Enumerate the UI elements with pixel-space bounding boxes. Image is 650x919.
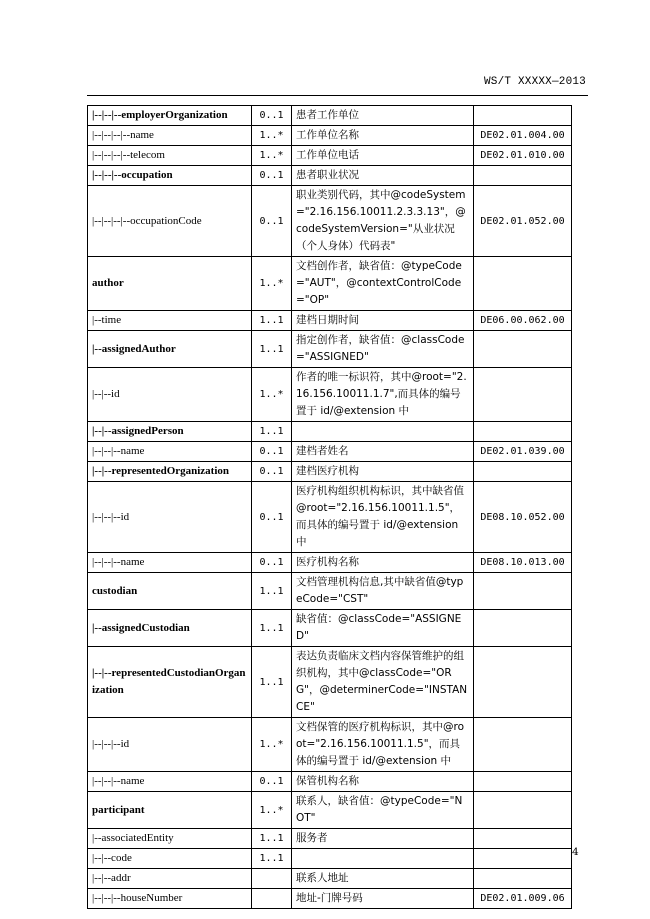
cardinality-cell: 1..*: [252, 146, 292, 166]
data-element-code-cell: [474, 718, 572, 772]
description-cell: 患者职业状况: [292, 166, 474, 186]
description-cell: 文档创作者，缺省值：@typeCode="AUT"，@contextControlCode="OP": [292, 257, 474, 311]
element-name-cell: author: [88, 257, 252, 311]
description-cell: 作者的唯一标识符，其中@root="2.16.156.10011.1.7",而具体的编号置于 id/@extension 中: [292, 368, 474, 422]
element-name-cell: |--|--|--|--name: [88, 126, 252, 146]
data-element-code-cell: [474, 829, 572, 849]
cardinality-cell: [252, 889, 292, 909]
cardinality-cell: 0..1: [252, 462, 292, 482]
table-row: [88, 889, 572, 909]
cardinality-cell: 1..1: [252, 311, 292, 331]
table-row: [88, 772, 572, 792]
table-row: [88, 792, 572, 829]
table-row: [88, 647, 572, 718]
table-row: [88, 610, 572, 647]
element-name-cell: |--|--representedCustodianOrganization: [88, 647, 252, 718]
cardinality-cell: 0..1: [252, 186, 292, 257]
table-row: [88, 166, 572, 186]
cardinality-cell: 1..1: [252, 849, 292, 869]
data-element-code-cell: DE02.01.009.06: [474, 889, 572, 909]
data-element-code-cell: [474, 331, 572, 368]
description-cell: 文档保管的医疗机构标识，其中@root="2.16.156.10011.1.5"，而具体的编号置于 id/@extension 中: [292, 718, 474, 772]
description-cell: 工作单位电话: [292, 146, 474, 166]
description-cell: 表达负责临床文档内容保管维护的组织机构，其中@classCode="ORG"，@determinerCode="INSTANCE": [292, 647, 474, 718]
data-element-code-cell: [474, 792, 572, 829]
description-cell: 联系人，缺省值：@typeCode="NOT": [292, 792, 474, 829]
data-element-code-cell: [474, 772, 572, 792]
table-row: [88, 573, 572, 610]
cardinality-cell: 1..1: [252, 647, 292, 718]
cardinality-cell: 1..1: [252, 331, 292, 368]
table-row: [88, 311, 572, 331]
cardinality-cell: 0..1: [252, 772, 292, 792]
table-row: [88, 829, 572, 849]
element-name-cell: |--|--code: [88, 849, 252, 869]
data-element-code-cell: [474, 610, 572, 647]
description-cell: 工作单位名称: [292, 126, 474, 146]
cardinality-cell: 0..1: [252, 166, 292, 186]
element-name-cell: |--|--|--employerOrganization: [88, 106, 252, 126]
element-name-cell: |--|--|--houseNumber: [88, 889, 252, 909]
data-element-code-cell: [474, 422, 572, 442]
table-row: [88, 422, 572, 442]
description-cell: 地址-门牌号码: [292, 889, 474, 909]
cardinality-cell: 0..1: [252, 553, 292, 573]
element-name-cell: |--assignedAuthor: [88, 331, 252, 368]
data-element-code-cell: DE02.01.010.00: [474, 146, 572, 166]
element-name-cell: |--|--addr: [88, 869, 252, 889]
cardinality-cell: 0..1: [252, 106, 292, 126]
cardinality-cell: 1..1: [252, 829, 292, 849]
element-name-cell: |--time: [88, 311, 252, 331]
element-name-cell: |--|--|--|--occupationCode: [88, 186, 252, 257]
description-cell: [292, 422, 474, 442]
description-cell: 服务者: [292, 829, 474, 849]
data-element-code-cell: [474, 368, 572, 422]
element-name-cell: |--|--|--name: [88, 553, 252, 573]
data-element-code-cell: [474, 257, 572, 311]
specification-table: [87, 105, 572, 909]
cardinality-cell: 1..1: [252, 422, 292, 442]
page-number: 4: [572, 846, 579, 858]
description-cell: 建档日期时间: [292, 311, 474, 331]
data-element-code-cell: DE02.01.052.00: [474, 186, 572, 257]
element-name-cell: |--|--id: [88, 368, 252, 422]
description-cell: 医疗机构名称: [292, 553, 474, 573]
cardinality-cell: 1..*: [252, 718, 292, 772]
data-element-code-cell: [474, 647, 572, 718]
element-name-cell: |--|--|--id: [88, 482, 252, 553]
table-row: [88, 257, 572, 311]
description-cell: 建档者姓名: [292, 442, 474, 462]
element-name-cell: |--assignedCustodian: [88, 610, 252, 647]
data-element-code-cell: DE02.01.039.00: [474, 442, 572, 462]
table-row: [88, 849, 572, 869]
element-name-cell: |--|--|--|--telecom: [88, 146, 252, 166]
table-row: [88, 186, 572, 257]
data-element-code-cell: DE06.00.062.00: [474, 311, 572, 331]
table-row: [88, 462, 572, 482]
document-standard-code: WS/T XXXXX—2013: [483, 76, 586, 88]
element-name-cell: |--|--|--name: [88, 772, 252, 792]
element-name-cell: custodian: [88, 573, 252, 610]
table-row: [88, 553, 572, 573]
data-element-code-cell: [474, 849, 572, 869]
description-cell: 职业类别代码，其中@codeSystem="2.16.156.10011.2.3.3.13"，@codeSystemVersion="从业状况（个人身体）代码表": [292, 186, 474, 257]
table-row: [88, 146, 572, 166]
description-cell: 文档管理机构信息,其中缺省值@typeCode="CST": [292, 573, 474, 610]
cardinality-cell: 0..1: [252, 442, 292, 462]
data-element-code-cell: DE02.01.004.00: [474, 126, 572, 146]
cardinality-cell: 1..*: [252, 792, 292, 829]
table-row: [88, 368, 572, 422]
cardinality-cell: 0..1: [252, 482, 292, 553]
cardinality-cell: 1..*: [252, 257, 292, 311]
data-element-code-cell: DE08.10.052.00: [474, 482, 572, 553]
description-cell: 建档医疗机构: [292, 462, 474, 482]
description-cell: 患者工作单位: [292, 106, 474, 126]
description-cell: 保管机构名称: [292, 772, 474, 792]
header-divider: [87, 95, 588, 96]
table-row: [88, 331, 572, 368]
cardinality-cell: 1..1: [252, 573, 292, 610]
description-cell: [292, 849, 474, 869]
element-name-cell: participant: [88, 792, 252, 829]
table-row: [88, 869, 572, 889]
data-element-code-cell: DE08.10.013.00: [474, 553, 572, 573]
cardinality-cell: 1..*: [252, 368, 292, 422]
table-row: [88, 718, 572, 772]
table-row: [88, 126, 572, 146]
element-name-cell: |--|--assignedPerson: [88, 422, 252, 442]
data-element-code-cell: [474, 869, 572, 889]
data-element-code-cell: [474, 462, 572, 482]
cardinality-cell: [252, 869, 292, 889]
table-row: [88, 482, 572, 553]
description-cell: 指定创作者，缺省值：@classCode="ASSIGNED": [292, 331, 474, 368]
description-cell: 医疗机构组织机构标识，其中缺省值@root="2.16.156.10011.1.5"，而具体的编号置于 id/@extension 中: [292, 482, 474, 553]
data-element-code-cell: [474, 106, 572, 126]
description-cell: 缺省值：@classCode="ASSIGNED": [292, 610, 474, 647]
data-element-code-cell: [474, 166, 572, 186]
element-name-cell: |--|--|--id: [88, 718, 252, 772]
table-row: [88, 442, 572, 462]
element-name-cell: |--|--|--name: [88, 442, 252, 462]
element-name-cell: |--associatedEntity: [88, 829, 252, 849]
element-name-cell: |--|--|--occupation: [88, 166, 252, 186]
cardinality-cell: 1..1: [252, 610, 292, 647]
element-name-cell: |--|--representedOrganization: [88, 462, 252, 482]
specification-table-body: [88, 106, 572, 909]
cardinality-cell: 1..*: [252, 126, 292, 146]
data-element-code-cell: [474, 573, 572, 610]
description-cell: 联系人地址: [292, 869, 474, 889]
table-row: [88, 106, 572, 126]
